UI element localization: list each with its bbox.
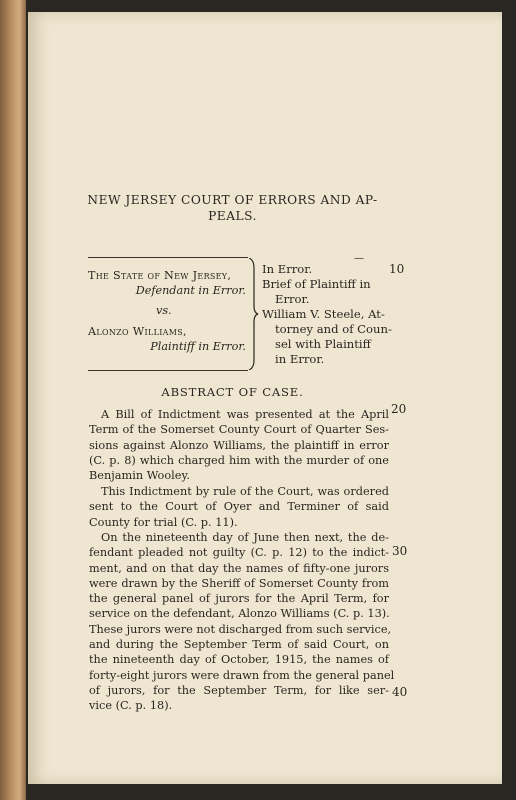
caption-versus: vs. [156,304,172,317]
paragraph-2 [89,484,389,530]
paragraph-line: the general panel of jurors for the April Term, for [89,592,389,606]
caption-brace-icon [247,258,259,370]
caption-right-line-7: in Error. [275,352,325,366]
line-number-30: 30 [392,544,408,558]
caption-right-line-5: torney and of Coun- [275,322,392,336]
section-heading: ABSTRACT OF CASE. [161,385,304,399]
paragraph-line: fendant pleaded not guilty (C. p. 12) to the indict- [89,546,389,560]
paragraph-line: Benjamin Wooley. [89,469,190,483]
line-number-20: 20 [391,402,407,416]
caption-right-line-4: William V. Steele, At- [262,307,385,321]
paragraph-line: the nineteenth day of October, 1915, the names of [89,653,389,667]
caption-top-rule [88,257,248,258]
caption-right-line-6: sel with Plaintiff [275,337,371,351]
court-title-line-1: NEW JERSEY COURT OF ERRORS AND AP- [87,193,378,207]
caption-plaintiff-role: Defendant in Error. [135,284,246,297]
paragraph-line: County for trial (C. p. 11). [89,515,238,529]
caption-defendant-role: Plaintiff in Error. [150,340,246,353]
paragraph-3 [89,530,395,714]
paragraph-line: Term of the Somerset County Court of Quarter Ses- [89,423,389,437]
paragraph-line: sent to the Court of Oyer and Terminer of said [89,500,389,514]
book-binding-edge [0,0,26,800]
line-number-40: 40 [392,685,408,699]
paragraph-line: forty-eight jurors were drawn from the general panel [89,668,395,682]
caption-plaintiff-party: The State of New Jersey, [88,269,232,282]
paragraph-line: This Indictment by rule of the Court, was ordered [101,485,389,498]
caption-right-line-1: In Error. [262,262,313,276]
paragraph-line: ment, and on that day the names of fifty-one jurors [89,561,389,575]
paragraph-line: service on the defendant, Alonzo Williams (C. p. 13). [89,607,390,621]
court-title-line-2: PEALS. [208,208,257,223]
caption-dash: — [354,253,364,264]
paragraph-1 [89,407,389,483]
paragraph-line: These jurors were not discharged from such service, [89,622,392,636]
paragraph-line: vice (C. p. 18). [89,699,173,713]
caption-defendant-party: Alonzo Williams, [88,325,187,338]
paragraph-line: On the nineteenth day of June then next, the de- [101,531,389,544]
paragraph-line: of jurors, for the September Term, for like ser- [89,683,389,697]
caption-right-line-3: Error. [275,292,310,306]
paragraph-line: (C. p. 8) which charged him with the murder of one [89,453,389,467]
line-number-10: 10 [389,262,405,276]
caption-right-line-2: Brief of Plaintiff in [262,277,371,291]
paragraph-line: and during the September Term of said Court, on [89,638,389,652]
paragraph-line: were drawn by the Sheriff of Somerset County from [89,576,389,590]
caption-bottom-rule [88,370,248,371]
court-title [60,193,405,224]
paragraph-line: A Bill of Indictment was presented at the April [101,408,389,421]
paragraph-line: sions against Alonzo Williams, the plaintiff in error [89,438,389,452]
